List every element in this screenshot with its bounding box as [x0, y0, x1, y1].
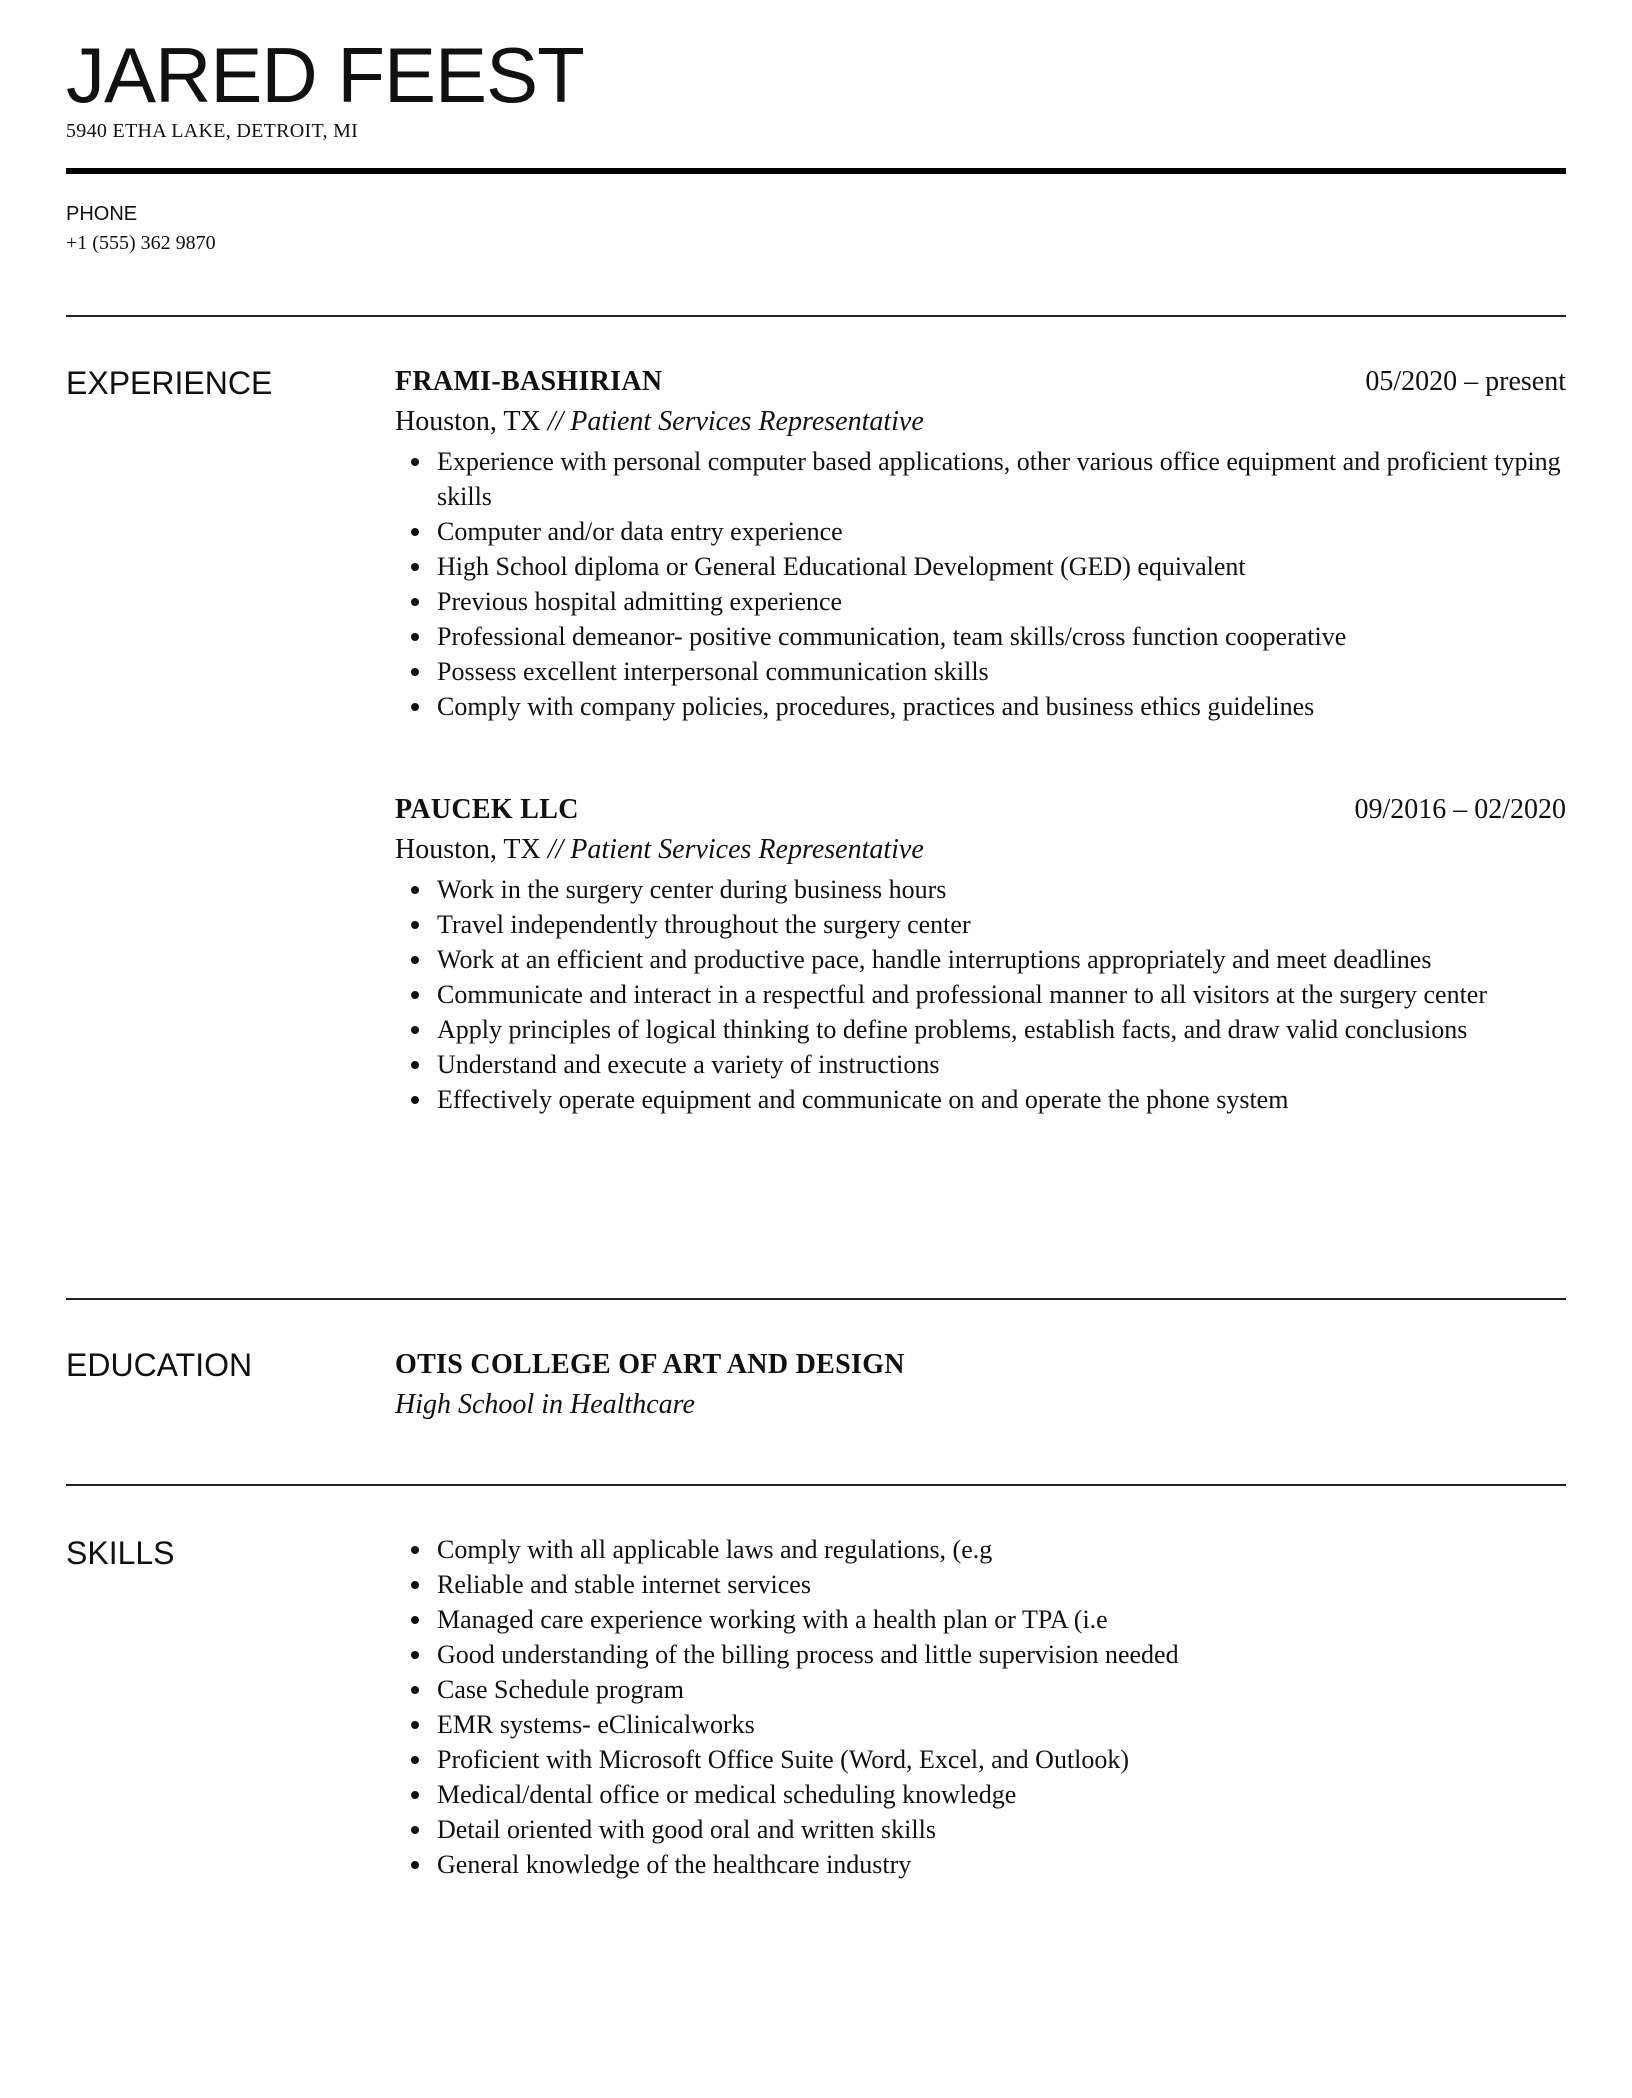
skills-heading: SKILLS [66, 1535, 175, 1571]
list-item: Professional demeanor- positive communication, team skills/cross function cooperative [437, 619, 1566, 654]
job-role: Patient Services Representative [570, 406, 924, 437]
education-entry [395, 1345, 1566, 1425]
job-role: Patient Services Representative [570, 834, 924, 865]
job-entry [395, 362, 1566, 724]
list-item: Understand and execute a variety of instructions [437, 1047, 1566, 1082]
candidate-name: JARED FEEST [66, 31, 584, 119]
skills-list [395, 1532, 1566, 1882]
job-dates: 05/2020 – present [1365, 366, 1566, 397]
job-subtitle [395, 830, 1566, 870]
address: 5940 ETHA LAKE, DETROIT, MI [66, 120, 359, 142]
company-name: FRAMI-BASHIRIAN [395, 366, 663, 397]
list-item: Managed care experience working with a health plan or TPA (i.e [437, 1602, 1566, 1637]
job-entry [395, 790, 1566, 1117]
job-dates: 09/2016 – 02/2020 [1354, 794, 1566, 825]
list-item: General knowledge of the healthcare industry [437, 1847, 1566, 1882]
section-divider [66, 1298, 1566, 1300]
job-header [395, 790, 1566, 830]
job-location: Houston, TX [395, 834, 541, 865]
section-divider [66, 1484, 1566, 1486]
company-name: PAUCEK LLC [395, 794, 579, 825]
list-item: High School diploma or General Educational Development (GED) equivalent [437, 549, 1566, 584]
job-bullets [395, 872, 1566, 1117]
skills-entry [395, 1532, 1566, 1882]
job-bullets [395, 444, 1566, 724]
list-item: Work at an efficient and productive pace, handle interruptions appropriately and meet deadlines [437, 942, 1566, 977]
degree: High School in Healthcare [395, 1389, 695, 1420]
phone-number: +1 (555) 362 9870 [66, 232, 216, 254]
list-item: Work in the surgery center during business hours [437, 872, 1566, 907]
section-divider [66, 315, 1566, 317]
job-location: Houston, TX [395, 406, 541, 437]
list-item: Comply with all applicable laws and regulations, (e.g [437, 1532, 1566, 1567]
education-heading: EDUCATION [66, 1347, 253, 1383]
list-item: Previous hospital admitting experience [437, 584, 1566, 619]
list-item: Computer and/or data entry experience [437, 514, 1566, 549]
job-header [395, 362, 1566, 402]
list-item: Travel independently throughout the surgery center [437, 907, 1566, 942]
list-item: Medical/dental office or medical scheduling knowledge [437, 1777, 1566, 1812]
list-item: Effectively operate equipment and communicate on and operate the phone system [437, 1082, 1566, 1117]
list-item: Communicate and interact in a respectful and professional manner to all visitors at the surgery center [437, 977, 1566, 1012]
list-item: Reliable and stable internet services [437, 1567, 1566, 1602]
list-item: Possess excellent interpersonal communication skills [437, 654, 1566, 689]
list-item: Proficient with Microsoft Office Suite (Word, Excel, and Outlook) [437, 1742, 1566, 1777]
list-item: Apply principles of logical thinking to define problems, establish facts, and draw valid conclusions [437, 1012, 1566, 1047]
list-item: Case Schedule program [437, 1672, 1566, 1707]
job-separator: // [540, 406, 571, 437]
school-name: OTIS COLLEGE OF ART AND DESIGN [395, 1349, 905, 1380]
header-divider [66, 168, 1566, 174]
list-item: Comply with company policies, procedures, practices and business ethics guidelines [437, 689, 1566, 724]
job-separator: // [540, 834, 571, 865]
list-item: Experience with personal computer based applications, other various office equipment and proficient typing skills [437, 444, 1566, 514]
experience-heading: EXPERIENCE [66, 365, 273, 401]
phone-label: PHONE [66, 203, 138, 225]
list-item: Good understanding of the billing process and little supervision needed [437, 1637, 1566, 1672]
job-subtitle [395, 402, 1566, 442]
list-item: EMR systems- eClinicalworks [437, 1707, 1566, 1742]
list-item: Detail oriented with good oral and written skills [437, 1812, 1566, 1847]
